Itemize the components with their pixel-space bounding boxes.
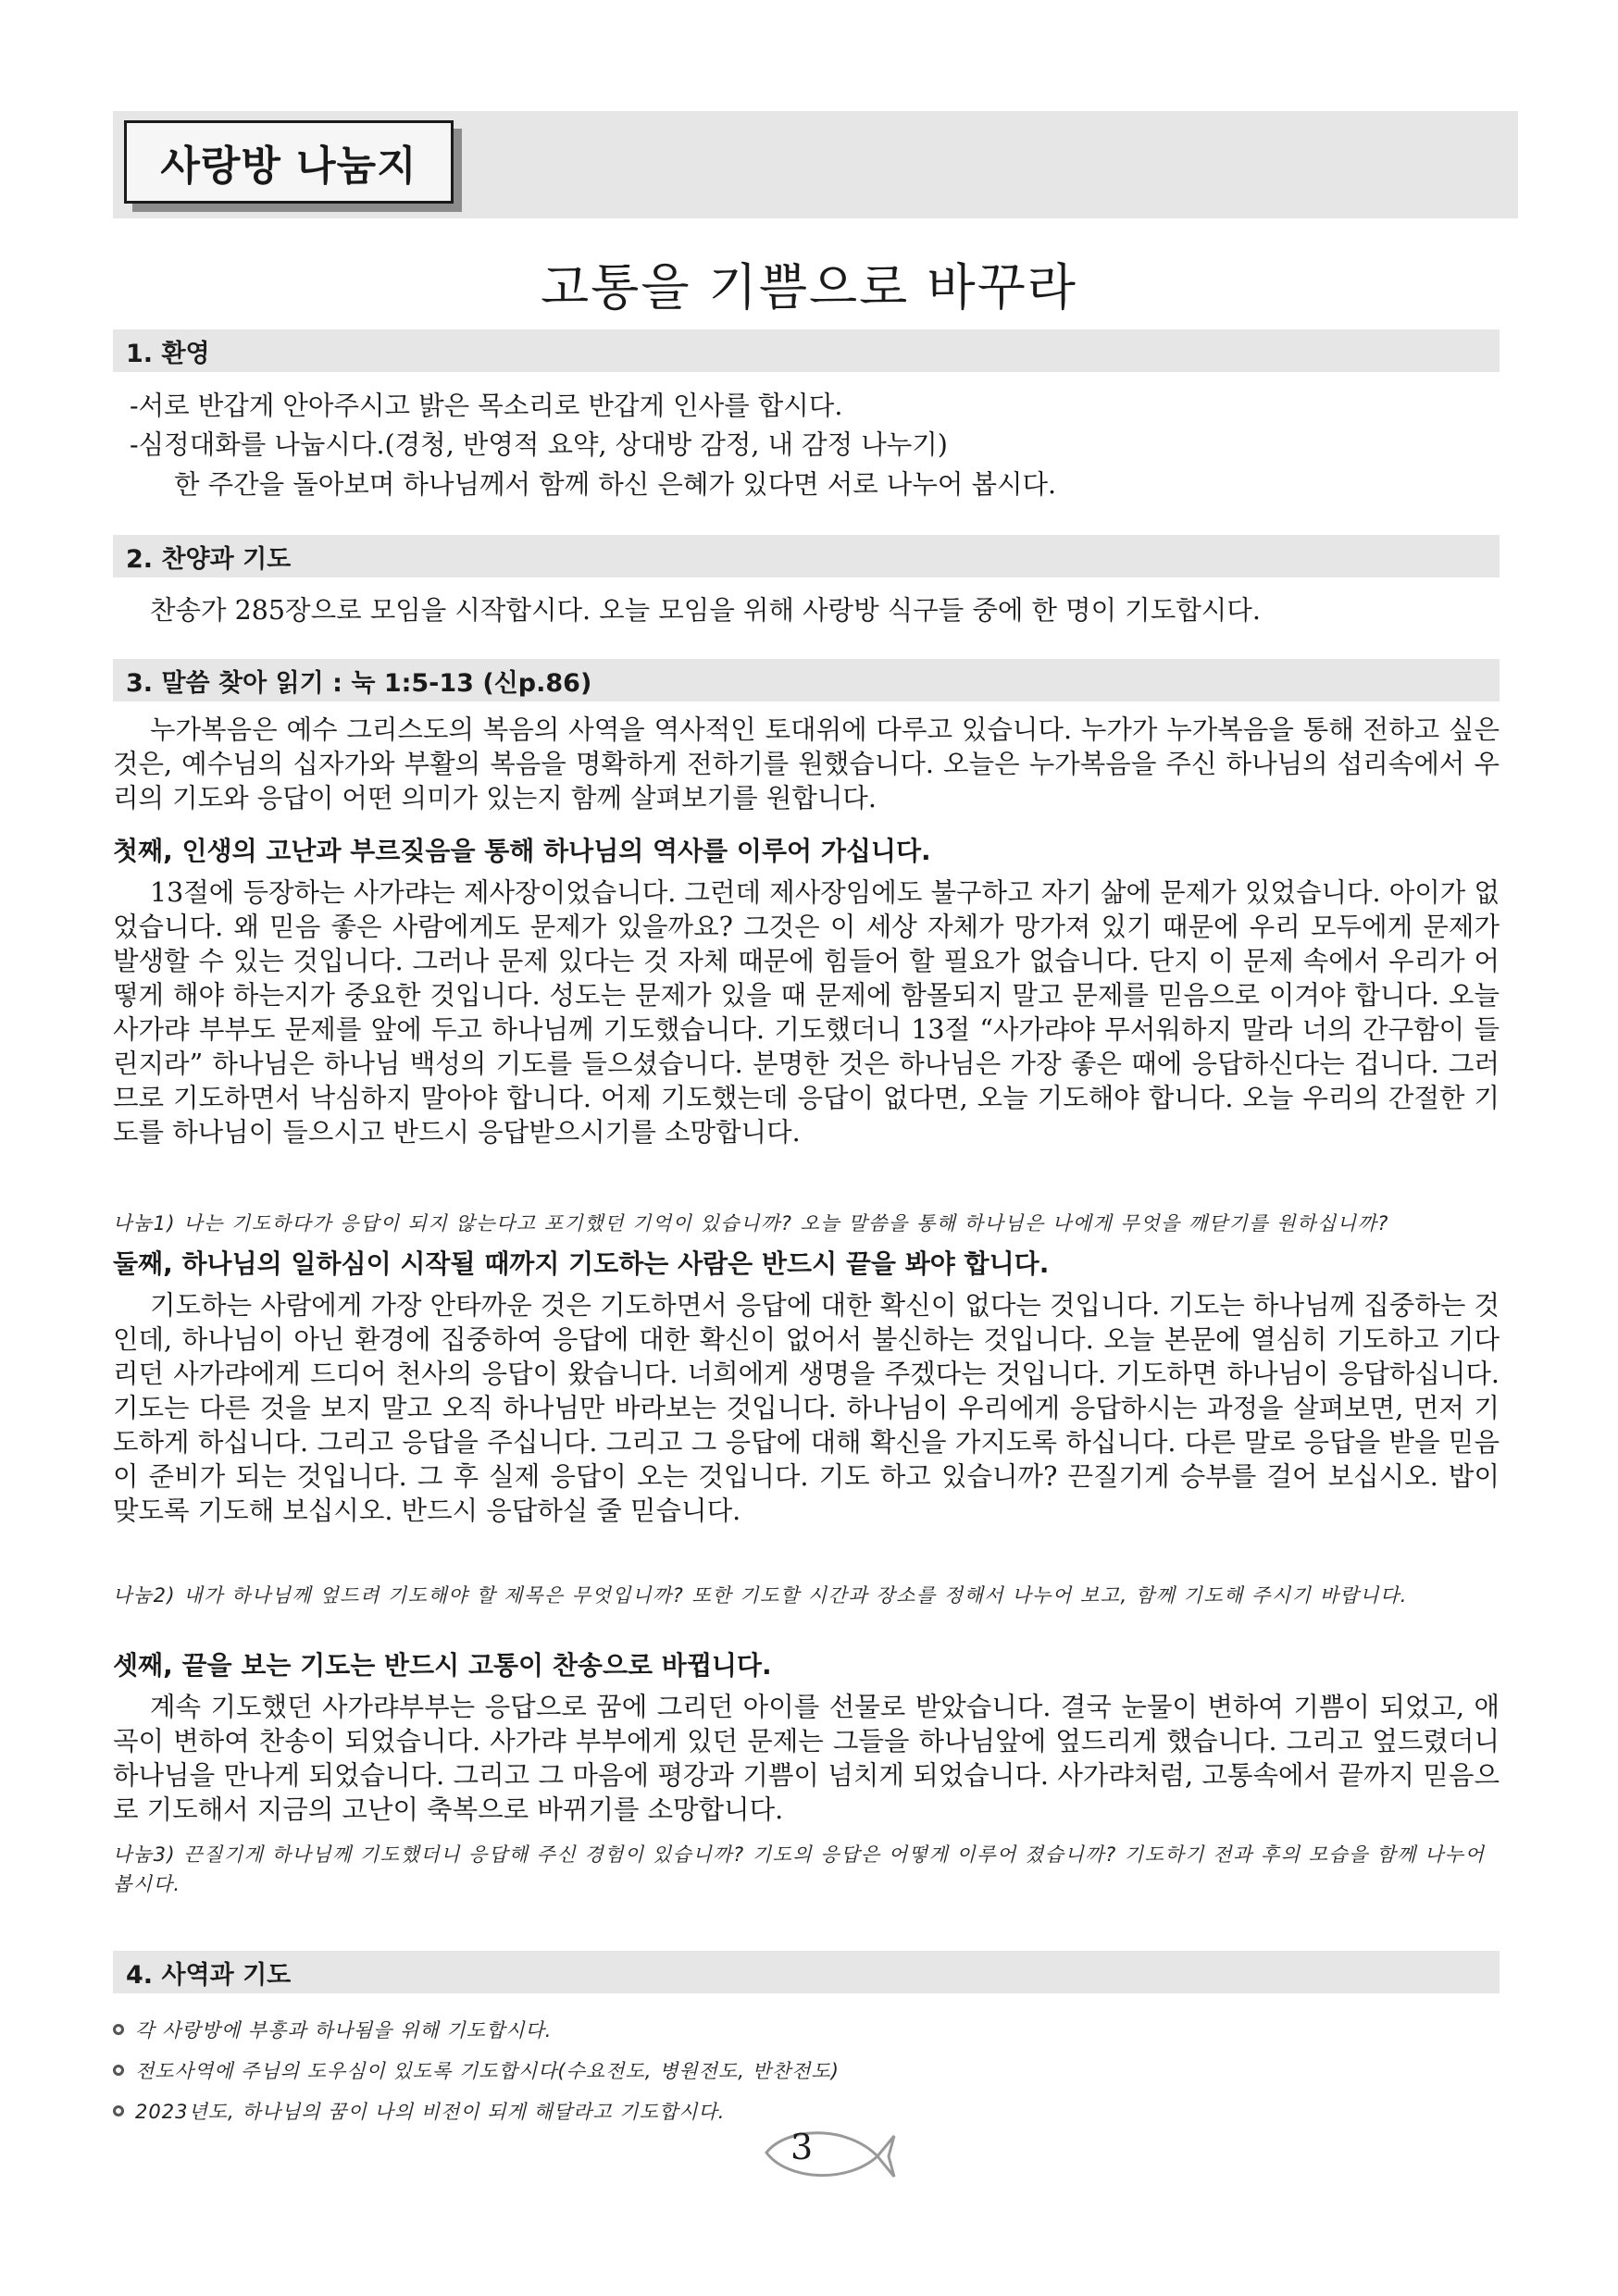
welcome-line-2: -심정대화를 나눕시다.(경청, 반영적 요약, 상대방 감정, 내 감정 나누기) xyxy=(130,429,948,460)
prayer-item xyxy=(113,2097,725,2125)
header-label-box xyxy=(124,120,454,204)
point-1-text: 13절에 등장하는 사가랴는 제사장이었습니다. 그런데 제사장임에도 불구하고 자기 삶에 문제가 있었습니다. 아이가 없었습니다. 왜 믿음 좋은 사람에게도 문제가 있을까요? 그것은 이 세상 자체가 망가져 있기 때문에 우리 모두에게 문제가 발생할 수 있는 것입니다. 그러나 문제 있다는 것 자체 때문에 힘들어 할 필요가 없습니다. 단지 이 문제 속에서 우리가 어떻게 해야 하는지가 중요한 것입니다. 성도는 문제가 있을 때 문제에 함몰되지 말고 문제를 믿음으로 이겨야 합니다. 오늘 사가랴 부부도 문제를 앞에 두고 하나님께 기도했습니다. 기도했더니 13절 “사가랴야 무서워하지 말라 너의 간구함이 들린지라” 하나님은 하나님 백성의 기도를 들으셨습니다. 분명한 것은 하나님은 가장 좋은 때에 응답하신다는 겁니다. 그러므로 기도하면서 낙심하지 말아야 합니다. 어제 기도했는데 응답이 없다면, 오늘 기도해야 합니다. 오늘 우리의 간절한 기도를 하나님이 들으시고 반드시 응답받으시기를 소망합니다. xyxy=(113,877,1500,1148)
praise-text: 찬송가 285장으로 모임을 시작합시다. 오늘 모임을 위해 사랑방 식구들 중에 한 명이 기도합시다. xyxy=(150,595,1261,626)
section-heading-praise xyxy=(113,535,1500,577)
header-label: 사랑방 나눔지 xyxy=(160,143,417,190)
prayer-item-text: 전도사역에 주님의 도우심이 있도록 기도합시다(수요전도, 병원전도, 반찬전도) xyxy=(135,2060,840,2082)
prayer-item xyxy=(113,2056,840,2084)
prayer-item xyxy=(113,2016,552,2043)
welcome-line-3: 한 주간을 돌아보며 하나님께서 함께 하신 은혜가 있다면 서로 나누어 봅시다. xyxy=(174,469,1057,500)
share-question-3: 나눔3) 끈질기게 하나님께 기도했더니 응답해 주신 경험이 있습니까? 기도의 응답은 어떻게 이루어 졌습니까? 기도하기 전과 후의 모습을 함께 나누어 봅시다. xyxy=(113,1843,1486,1895)
point-3-text: 계속 기도했던 사가랴부부는 응답으로 꿈에 그리던 아이를 선물로 받았습니다. 결국 눈물이 변하여 기쁨이 되었고, 애곡이 변하여 찬송이 되었습니다. 사가랴 부부에게 있던 문제는 그들을 하나님앞에 엎드리게 했습니다. 그리고 엎드렸더니 하나님을 만나게 되었습니다. 그리고 그 마음에 평강과 기쁨이 넘치게 되었습니다. 사가랴처럼, 고통속에서 끝까지 믿음으로 기도해서 지금의 고난이 축복으로 바뀌기를 소망합니다. xyxy=(113,1692,1500,1825)
section-heading-scripture xyxy=(113,659,1500,701)
page-number: 3 xyxy=(790,2127,814,2167)
point-2-title: 둘째, 하나님의 일하심이 시작될 때까지 기도하는 사람은 반드시 끝을 봐야 합니다. xyxy=(113,1248,1050,1279)
section-heading-welcome xyxy=(113,329,1500,372)
circle-bullet-icon xyxy=(113,2105,124,2116)
ichthys-fish-icon xyxy=(759,2119,898,2184)
welcome-line-1: -서로 반갑게 안아주시고 밝은 목소리로 반갑게 인사를 합시다. xyxy=(130,391,843,421)
section-heading-text: 3. 말씀 찾아 읽기 : 눅 1:5-13 (신p.86) xyxy=(126,668,592,698)
point-3-title: 셋째, 끝을 보는 기도는 반드시 고통이 찬송으로 바뀝니다. xyxy=(113,1650,772,1681)
point-2-text: 기도하는 사람에게 가장 안타까운 것은 기도하면서 응답에 대한 확신이 없다는 것입니다. 기도는 하나님께 집중하는 것인데, 하나님이 아닌 환경에 집중하여 응답에 대한 확신이 없어서 불신하는 것입니다. 오늘 본문에 열심히 기도하고 기다리던 사가랴에게 드디어 천사의 응답이 왔습니다. 너희에게 생명을 주겠다는 것입니다. 기도하면 하나님이 응답하십니다. 기도는 다른 것을 보지 말고 오직 하나님만 바라보는 것입니다. 하나님이 우리에게 응답하시는 과정을 살펴보면, 먼저 기도하게 하십니다. 그리고 응답을 주십니다. 그리고 그 응답에 대해 확신을 가지도록 하십니다. 다른 말로 응답을 받을 믿음이 준비가 되는 것입니다. 그 후 실제 응답이 오는 것입니다. 기도 하고 있습니까? 끈질기게 승부를 걸어 보십시오. 밥이 맞도록 기도해 보십시오. 반드시 응답하실 줄 믿습니다. xyxy=(113,1290,1500,1526)
point-1-title: 첫째, 인생의 고난과 부르짖음을 통해 하나님의 역사를 이루어 가십니다. xyxy=(113,836,931,866)
section-heading-ministry xyxy=(113,1951,1500,1993)
circle-bullet-icon xyxy=(113,2024,124,2035)
section-heading-text: 4. 사역과 기도 xyxy=(126,1960,292,1990)
scripture-intro: 누가복음은 예수 그리스도의 복음의 사역을 역사적인 토대위에 다루고 있습니다. 누가가 누가복음을 통해 전하고 싶은 것은, 예수님의 십자가와 부활의 복음을 명확하게 전하기를 원했습니다. 오늘은 누가복음을 주신 하나님의 섭리속에서 우리의 기도와 응답이 어떤 의미가 있는지 함께 살펴보기를 원합니다. xyxy=(113,714,1500,813)
prayer-item-text: 2023년도, 하나님의 꿈이 나의 비전이 되게 해달라고 기도합시다. xyxy=(135,2101,726,2123)
prayer-item-text: 각 사랑방에 부흥과 하나됨을 위해 기도합시다. xyxy=(135,2019,553,2042)
share-question-1: 나눔1) 나는 기도하다가 응답이 되지 않는다고 포기했던 기억이 있습니까? 오늘 말씀을 통해 하나님은 나에게 무엇을 깨닫기를 원하십니까? xyxy=(113,1212,1389,1235)
page-title: 고통을 기쁨으로 바꾸라 xyxy=(541,258,1077,316)
section-heading-text: 1. 환영 xyxy=(126,339,210,368)
share-question-2: 나눔2) 내가 하나님께 엎드려 기도해야 할 제목은 무엇입니까? 또한 기도할 시간과 장소를 정해서 나누어 보고, 함께 기도해 주시기 바랍니다. xyxy=(113,1584,1408,1607)
circle-bullet-icon xyxy=(113,2065,124,2076)
section-heading-text: 2. 찬양과 기도 xyxy=(126,544,292,574)
